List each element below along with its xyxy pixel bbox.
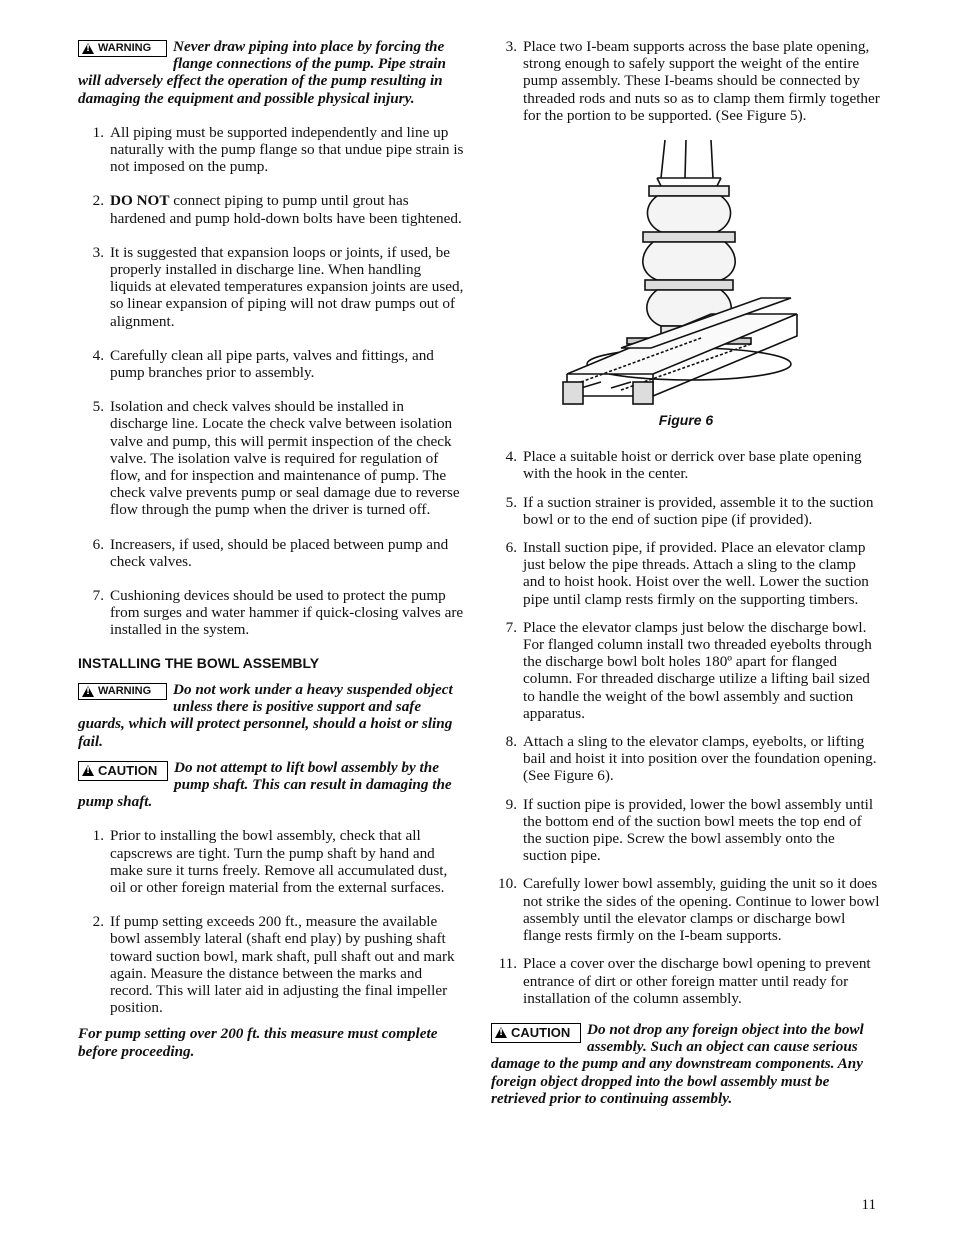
install-list-a [491, 38, 881, 124]
list-item: 6. Install suction pipe, if provided. Place an elevator clamp just below the pipe threads. Attach a sling to the clamp and to hoist hook. Hoist over the well. Lower the suction pipe until clamp rests firmly on the supporting timbers. [505, 539, 869, 608]
bowl-assembly-illustration [561, 138, 811, 406]
warning-icon [82, 686, 94, 697]
caution-icon [82, 765, 94, 776]
setting-note: For pump setting over 200 ft. this measure must complete before proceeding. [78, 1025, 438, 1060]
list-item: 7. Place the elevator clamps just below the discharge bowl. For flanged column install two threaded eyebolts through the discharge bowl bolt holes 180º apart for flanged column. For threaded discharge utilize a lifting bail sized to handle the weight of the bowl assembly and suction apparatus. [505, 618, 872, 722]
list-item: 6. Increasers, if used, should be placed between pump and check valves. [92, 535, 449, 570]
list-item: 9. If suction pipe is provided, lower the bowl assembly until the bottom end of the suction bowl meets the top end of the suction pipe. Screw the bowl assembly onto the suction pipe. [505, 795, 874, 865]
bowl-list [78, 827, 464, 1016]
list-item: 1. Prior to installing the bowl assembly, check that all capscrews are tight. Turn the pump shaft by hand and make sure it turns freely. Remove all accumulated dust, oil or other foreign material from the external surfaces. [92, 827, 448, 896]
list-item: 4. Carefully clean all pipe parts, valves and fittings, and pump branches prior to assembly. [92, 346, 434, 382]
page-number: 11 [861, 1197, 876, 1213]
list-item: 2. If pump setting exceeds 200 ft., measure the available bowl assembly lateral (shaft end play) by pushing shaft toward suction bowl, mark shaft, pull shaft out and mark again. Measure the distance between the marks and record. This will later aid in adjusting the final impeller position. [92, 913, 455, 1017]
figure-caption: Figure 6 [658, 412, 714, 429]
warning-suspended: ! WARNING Do not work under a heavy suspended object unless there is positive support and safe guards, which will protect personnel, should a hoist or sling fail. [78, 681, 464, 750]
right-column [491, 38, 881, 1107]
install-list-b [491, 448, 881, 1007]
caution-badge: ! CAUTION [491, 1023, 581, 1043]
caution-foreign-object: ! CAUTION Do not drop any foreign object into the bowl assembly. Such an object can cause serious damage to the pump and any downstream components. Any foreign object dropped into the bowl assembly must be retrieved prior to continuing assembly. [491, 1021, 881, 1107]
list-item: 4. Place a suitable hoist or derrick over base plate opening with the hook in the center. [505, 448, 862, 483]
warning-piping: ! WARNING Never draw piping into place by forcing the flange connections of the pump. Pipe strain will adversely effect the operation of the pump resulting in damaging the equipment and possible physical injury. [78, 38, 464, 107]
list-item: 5. If a suction strainer is provided, assemble it to the suction bowl or to the end of suction pipe (if provided). [505, 493, 874, 528]
list-item: 5. Isolation and check valves should be installed in discharge line. Locate the check valve between isolation valve and pump, this will permit inspection of the check valve. The isolation valve is required for regulation of flow, and for inspection and maintenance of pump. The check valve prevents pump or seal damage due to reverse flow through the pump when the driver is turned off. [92, 398, 460, 519]
list-item: 7. Cushioning devices should be used to protect the pump from surges and water hammer if quick-closing valves are installed in the system. [92, 587, 464, 639]
caution-badge: ! CAUTION [78, 761, 168, 781]
list-item: 11. Place a cover over the discharge bowl opening to prevent entrance of dirt or other foreign matter until ready for installation of the column assembly. [498, 955, 871, 1007]
list-item: 2. DO NOT connect piping to pump until grout has hardened and pump hold-down bolts have been tightened. [92, 192, 462, 227]
caution-icon [495, 1027, 507, 1038]
warning-icon [82, 43, 94, 54]
piping-list [78, 124, 464, 639]
list-item: 3. It is suggested that expansion loops or joints, if used, be properly installed in discharge line. When handling liquids at elevated temperatures expansion joints are used, so linear expansion of piping will not draw pumps out of alignment. [92, 243, 464, 330]
figure-6 [491, 138, 881, 429]
warning-badge: ! WARNING [78, 40, 167, 57]
list-item: 1. All piping must be supported independently and line up naturally with the pump flange so that undue pipe strain is not imposed on the pump. [92, 123, 464, 176]
caution-lift: ! CAUTION Do not attempt to lift bowl assembly by the pump shaft. This can result in damaging the pump shaft. [78, 759, 464, 811]
list-item: 3. Place two I-beam supports across the base plate opening, strong enough to safely support the weight of the entire pump assembly. These I-beams should be connected by threaded rods and nuts so as to clamp them firmly together for the portion to be supported. (See Figure 5). [505, 38, 880, 124]
list-item: 10. Carefully lower bowl assembly, guiding the unit so it does not strike the sides of the opening. Continue to lower bowl assembly until the elevator clamps or discharge bowl flange rests firmly on the I-beam supports. [498, 875, 880, 945]
list-item: 8. Attach a sling to the elevator clamps, eyebolts, or lifting bail and hoist it into position over the foundation opening. (See Figure 6). [505, 733, 877, 785]
warning-badge: ! WARNING [78, 683, 167, 700]
section-heading: INSTALLING THE BOWL ASSEMBLY [78, 654, 320, 671]
left-column [78, 38, 464, 1060]
